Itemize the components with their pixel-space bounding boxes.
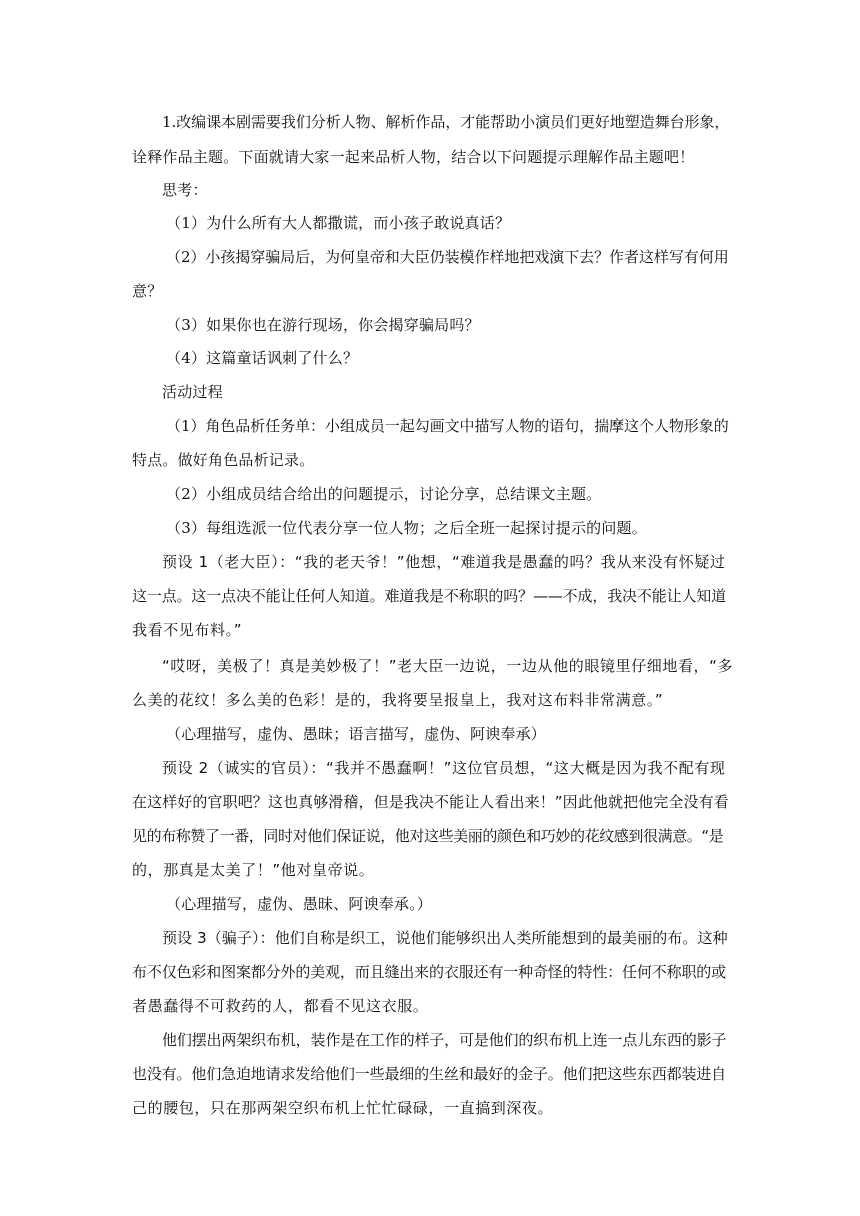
activity-step-2: （2）小组成员结合给出的问题提示，讨论分享，总结课文主题。 [166, 485, 602, 503]
preset-2-line: 在这样好的官职吧？这也真够滑稽，但是我决不能让人看出来！”因此他就把他完全没有看 [132, 793, 729, 811]
preset-3-line: 布不仅色彩和图案都分外的美观，而且缝出来的衣服还有一种奇怪的特性：任何不称职的或 [132, 963, 727, 981]
preset-1-analysis: （心理描写，虚伪、愚昧；语言描写，虚伪、阿谀奉承） [166, 725, 547, 743]
activity-step-1: （1）角色品析任务单：小组成员一起勾画文中描写人物的语句，揣摩这个人物形象的 [166, 417, 729, 435]
preset-1-line: 我看不见布料。” [132, 621, 243, 639]
preset-3-line: 预设 3（骗子）：他们自称是织工，说他们能够织出人类所能想到的最美丽的布。这种 [162, 929, 728, 947]
heading-activity-process: 活动过程 [162, 383, 223, 401]
preset-3-paragraph-line: 己的腰包，只在那两架空织布机上忙忙碌碌，一直搞到深夜。 [132, 1099, 554, 1117]
preset-1-quote-line: 么美的花纹！多么美的色彩！是的，我将要呈报皇上，我对这布料非常满意。” [132, 691, 664, 709]
preset-3-paragraph-line: 也没有。他们急迫地请求发给他们一些最细的生丝和最好的金子。他们把这些东西都装进自 [132, 1065, 727, 1083]
preset-2-line: 预设 2（诚实的官员）：“我并不愚蠢啊！”这位官员想，“这大概是因为我不配有现 [162, 759, 726, 777]
heading-thinking: 思考： [162, 181, 208, 199]
activity-step-1-continued: 特点。做好角色品析记录。 [132, 451, 315, 469]
preset-1-line: 这一点。这一点决不能让任何人知道。难道我是不称职的吗？——不成，我决不能让人知道 [132, 587, 727, 605]
preset-2-analysis: （心理描写，虚伪、愚昧、阿谀奉承。） [166, 895, 433, 913]
preset-1-quote-line: “哎呀，美极了！真是美妙极了！”老大臣一边说，一边从他的眼镜里仔细地看，“多 [162, 657, 734, 675]
question-2-continued: 意？ [132, 282, 163, 300]
question-3: （3）如果你也在游行现场，你会揭穿骗局吗？ [166, 316, 480, 334]
preset-3-paragraph-line: 他们摆出两架织布机，装作是在工作的样子，可是他们的织布机上连一点儿东西的影子 [162, 1031, 727, 1049]
paragraph-intro-line: 1.改编课本剧需要我们分析人物、解析作品，才能帮助小演员们更好地塑造舞台形象， [162, 113, 730, 131]
activity-step-3: （3）每组选派一位代表分享一位人物；之后全班一起探讨提示的问题。 [166, 519, 647, 537]
question-4: （4）这篇童话讽刺了什么？ [166, 349, 359, 367]
question-2: （2）小孩揭穿骗局后，为何皇帝和大臣仍装模作样地把戏演下去？作者这样写有何用 [166, 248, 729, 266]
preset-2-line: 见的布称赞了一番，同时对他们保证说，他对这些美丽的颜色和巧妙的花纹感到很满意。“是 [132, 827, 724, 845]
question-1: （1）为什么所有大人都撒谎，而小孩子敢说真话？ [166, 214, 511, 232]
preset-3-line: 者愚蠢得不可救药的人，都看不见这衣服。 [132, 997, 429, 1015]
paragraph-intro-line: 诠释作品主题。下面就请大家一起来品析人物，结合以下问题提示理解作品主题吧！ [132, 148, 695, 166]
preset-1-line: 预设 1（老大臣）：“我的老天爷！”他想，“难道我是愚蠢的吗？我从来没有怀疑过 [162, 553, 726, 571]
preset-2-line: 的，那真是太美了！”他对皇帝说。 [132, 861, 375, 879]
